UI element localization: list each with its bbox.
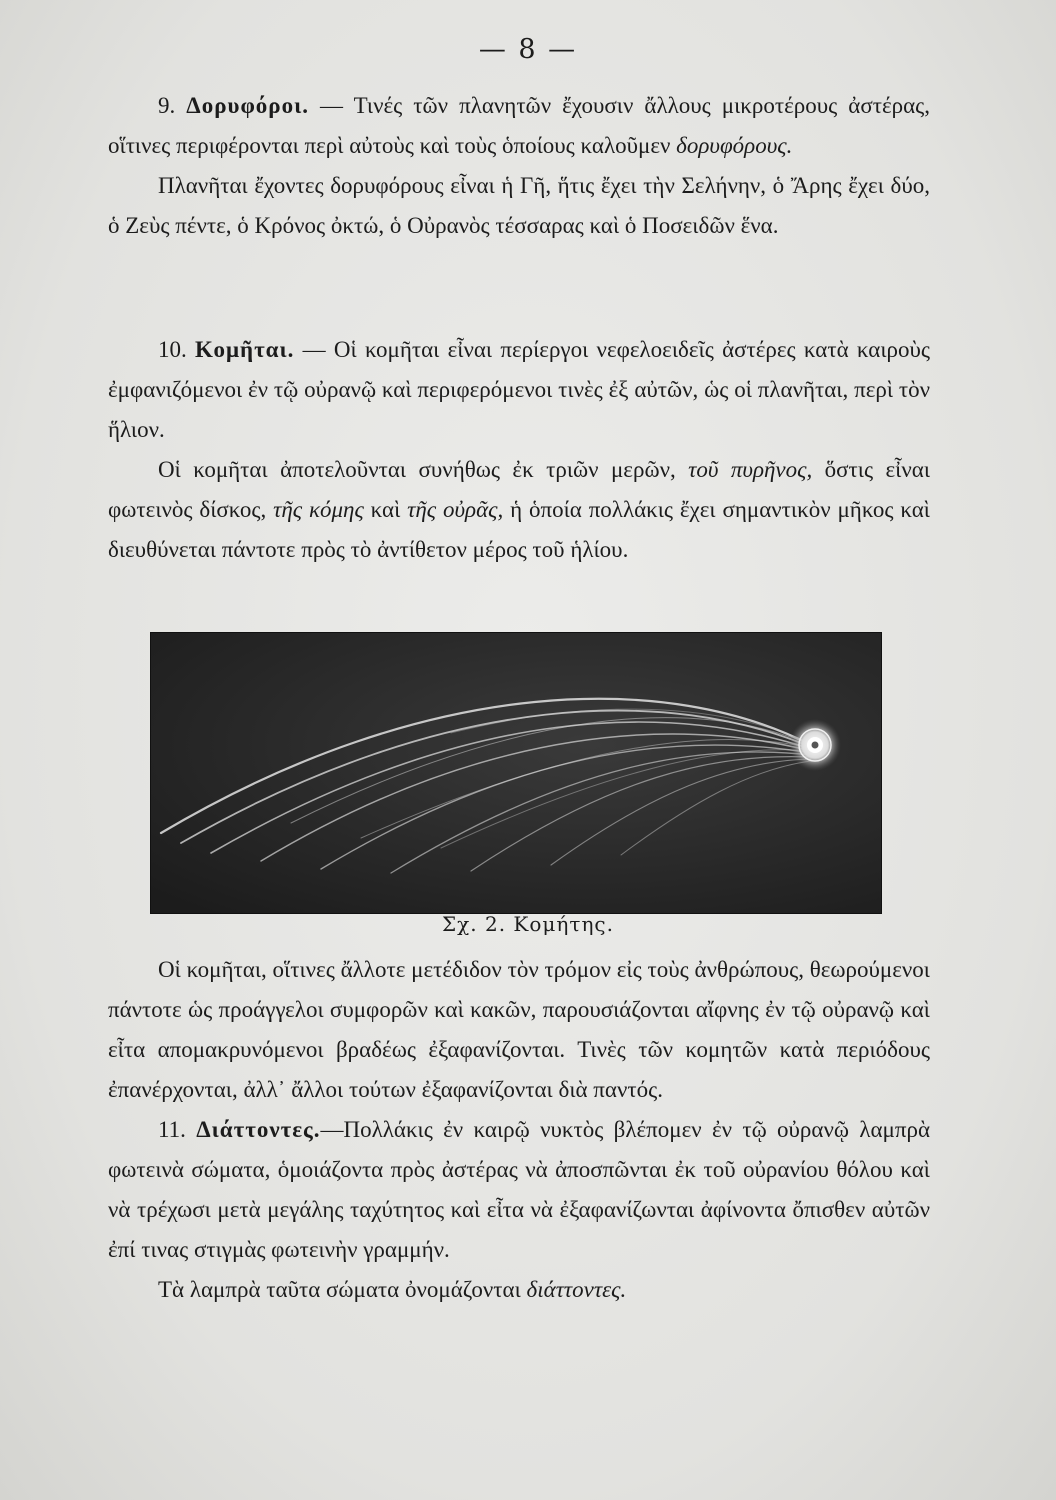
figure-caption: Σχ. 2. Κομήτης. (442, 912, 614, 936)
section-10-number: 10. (158, 337, 187, 362)
page-number: — 8 — (478, 34, 578, 65)
section-11-text: —Πολλάκις ἐν καιρῷ νυκτὸς βλέπομεν ἐν τῷ οὐρανῷ λαμπρὰ φωτεινὰ σώματα, ὁμοιάζοντα πρὸς ἀστέρας νὰ ἀποσπῶνται ἐκ τοῦ οὐρανίου θόλου καὶ νὰ τρέχωσι μετὰ μεγάλης ταχύτητος καὶ εἶτα νὰ ἐξαφανίζωνται ἀφίνοντα ὄπισθεν αὐτῶν ἐπί τινας στιγμὰς φωτεινὴν γραμμήν. (108, 1117, 930, 1262)
section-10-text-d: ἡ ὁποία πολλάκις ἔχει σημαντικὸν μῆκος καὶ διευθύνεται πάντοτε πρὸς τὸ ἀντίθετον μέρος τοῦ ἡλίου. (108, 497, 930, 562)
section-9-paragraph-2: Πλανῆται ἔχοντες δορυφόρους εἶναι ἡ Γῆ, ἥτις ἔχει τὴν Σελήνην, ὁ Ἄρης ἔχει δύο, ὁ Ζεὺς πέντε, ὁ Κρόνος ὀκτώ, ὁ Οὐρανὸς τέσσαρας καὶ ὁ Ποσειδῶν ἕνα. (108, 173, 930, 238)
term-nucleus: τοῦ πυρῆνος, (688, 457, 813, 482)
section-9-term: δορυφόρους. (676, 133, 793, 158)
section-11-paragraph-2 (108, 1270, 930, 1310)
section-10-text-a: Οἱ κομῆται ἀποτελοῦνται συνήθως ἐκ τριῶν μερῶν, (158, 457, 689, 482)
section-10-text-b: ὅστις εἶναι φωτεινὸς δίσκος, (108, 457, 931, 522)
section-comets (108, 330, 930, 570)
term-tail: τῆς οὐρᾶς, (407, 497, 504, 522)
section-10-paragraph-1 (108, 330, 930, 450)
section-11-heading: Διάττοντες. (196, 1117, 321, 1142)
section-9-text: — Τινές τῶν πλανητῶν ἔχουσιν ἄλλους μικροτέρους ἀστέρας, οἵτινες περιφέρονται περὶ αὐτοὺς καὶ τοὺς ὁποίους καλοῦμεν (108, 93, 930, 158)
section-9-heading: Δορυφόροι. (186, 93, 309, 118)
section-10-text-c: καὶ (363, 497, 408, 522)
comet-icon (151, 633, 881, 913)
section-11-paragraph-1 (108, 1110, 930, 1270)
section-10-paragraph-3: Οἱ κομῆται, οἵτινες ἄλλοτε μετέδιδον τὸν τρόμον εἰς τοὺς ἀνθρώπους, θεωρούμενοι πάντοτε ὡς προάγγελοι συμφορῶν καὶ κακῶν, παρουσιάζονται αἴφνης ἐν τῷ οὐρανῷ καὶ εἶτα απομακρυνόμενοι βραδέως ἐξαφανίζονται. Τινὲς τῶν κομητῶν κατὰ περιόδους ἐπανέρχονται, ἀλλ᾽ ἄλλοι τούτων ἐξαφανίζονται διὰ παντός. (108, 957, 930, 1102)
section-10-heading: Κομῆται. (195, 337, 295, 362)
comet-head (789, 719, 841, 771)
comet-figure (150, 632, 882, 914)
section-satellites (108, 86, 930, 246)
term-coma: τῆς κόμης (273, 497, 364, 522)
section-10-text: — Οἱ κομῆται εἶναι περίεργοι νεφελοειδεῖς ἀστέρες κατὰ καιροὺς ἐμφανιζόμενοι ἐν τῷ οὐρανῷ καὶ περιφερόμενοι τινὲς ἐξ αὐτῶν, ὡς οἱ πλανῆται, περὶ τὸν ἥλιον. (108, 337, 931, 442)
section-11-term: διάττοντες. (526, 1277, 627, 1302)
section-comets-continued (108, 950, 930, 1310)
section-9-paragraph-1 (108, 86, 930, 166)
section-11-text-2: Τὰ λαμπρὰ ταῦτα σώματα ὀνομάζονται (158, 1277, 527, 1302)
section-9-number: 9. (158, 93, 176, 118)
section-10-paragraph-2 (108, 450, 930, 570)
section-11-number: 11. (158, 1117, 186, 1142)
